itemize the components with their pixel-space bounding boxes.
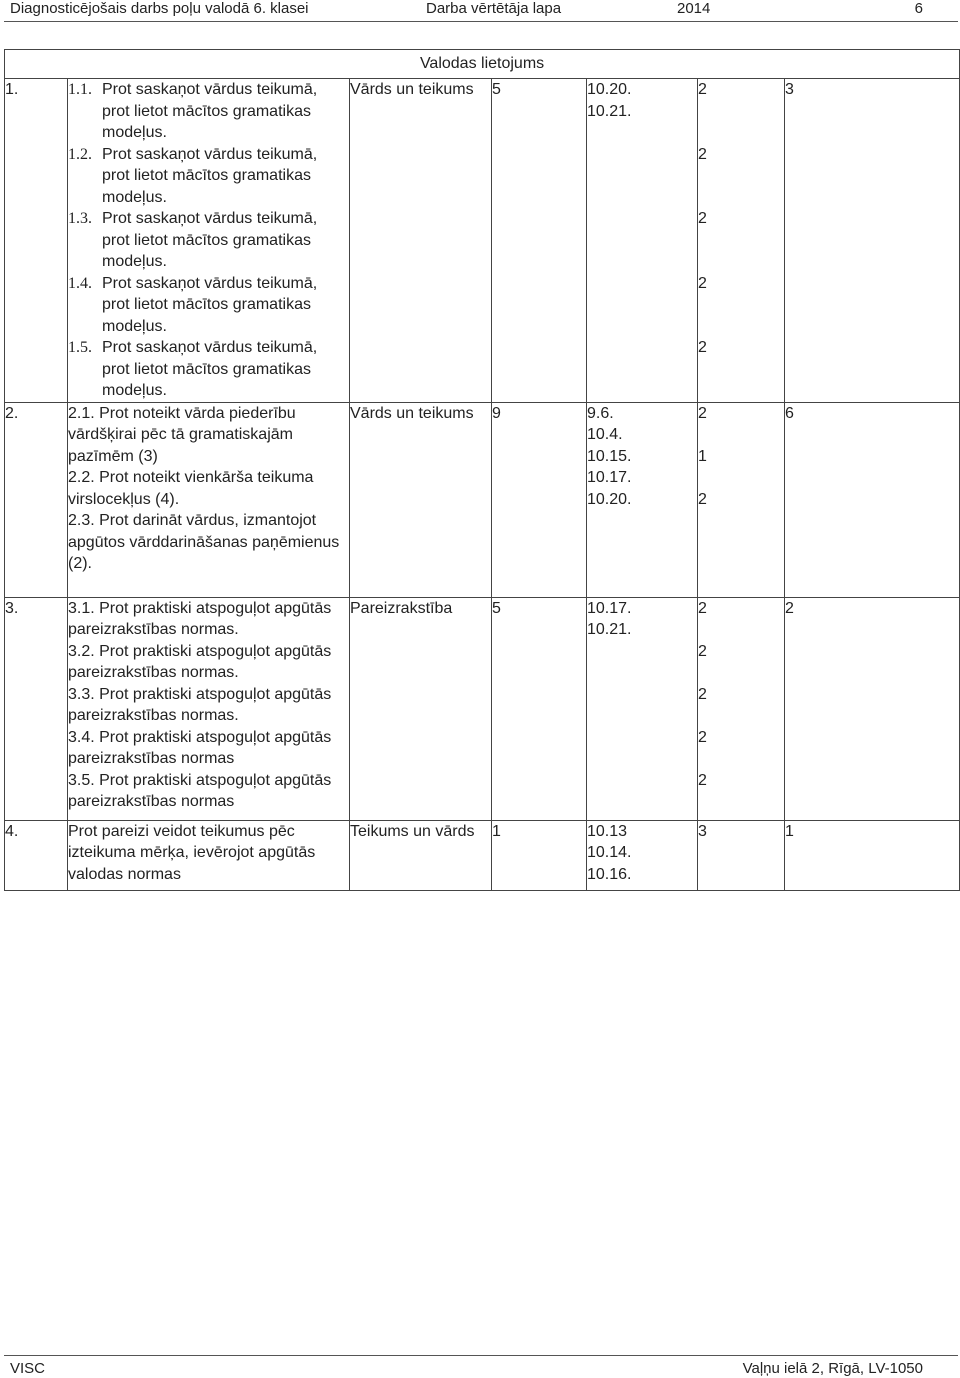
sub-marks	[698, 79, 785, 403]
table-row	[5, 402, 960, 597]
section-header-row	[5, 50, 960, 79]
footer-organization: VISC	[10, 1360, 46, 1377]
sub-mark: 2	[698, 404, 707, 422]
points: 1	[492, 820, 587, 890]
item-number: 1.5.	[68, 339, 92, 356]
row-description	[68, 597, 350, 820]
section-title: Valodas lietojums	[5, 50, 960, 79]
list-item: 3.3. Prot praktiski atspoguļot apgūtās pareizrakstības normas.	[68, 685, 332, 724]
task-number: 10.20.	[587, 490, 632, 508]
list-item: 2.2. Prot noteikt vienkārša teikuma virslocekļus (4).	[68, 469, 314, 508]
table-row	[5, 79, 960, 403]
list-item	[68, 208, 349, 273]
page-footer	[10, 1360, 923, 1378]
task-numbers	[587, 402, 698, 597]
document-subtitle: Darba vērtētāja lapa	[426, 0, 562, 17]
task-number: 9.6.	[587, 404, 614, 422]
sub-marks	[698, 597, 785, 820]
footer-address: Vaļņu ielā 2, Rīgā, LV-1050	[742, 1360, 923, 1377]
sub-mark: 2	[698, 210, 707, 227]
sub-mark: 3	[698, 820, 785, 890]
skill-area: Pareizrakstība	[350, 597, 492, 820]
sub-marks	[698, 402, 785, 597]
list-item: 3.2. Prot praktiski atspoguļot apgūtās pareizrakstības normas.	[68, 642, 332, 681]
row-number: 3.	[5, 597, 68, 820]
task-number: 10.14.	[587, 844, 632, 861]
row-number: 2.	[5, 402, 68, 597]
list-item: 3.1. Prot praktiski atspoguļot apgūtās pareizrakstības normas.	[68, 599, 332, 638]
list-item: 2.3. Prot darināt vārdus, izmantojot apgūtos vārddarināšanas paņēmienus (2).	[68, 512, 340, 572]
item-number: 1.3.	[68, 210, 92, 227]
list-item	[68, 337, 349, 402]
task-number: 10.17.	[587, 469, 632, 486]
page-header	[10, 0, 923, 20]
item-text: Prot saskaņot vārdus teikumā, prot lietot mācītos gramatikas modeļus.	[102, 81, 318, 141]
task-number: 10.13	[587, 822, 628, 840]
row-number: 4.	[5, 820, 68, 890]
skill-area: Vārds un teikums	[350, 402, 492, 597]
total-mark: 1	[785, 820, 960, 890]
points: 9	[492, 402, 587, 597]
sub-mark: 2	[698, 81, 707, 98]
task-numbers	[587, 597, 698, 820]
task-number: 10.4.	[587, 426, 623, 443]
total-mark: 6	[785, 402, 960, 597]
sub-mark: 2	[698, 339, 707, 356]
table-row	[5, 597, 960, 820]
document-title: Diagnosticējošais darbs poļu valodā 6. klasei	[10, 0, 309, 17]
task-number: 10.15.	[587, 447, 632, 465]
footer-divider	[4, 1355, 958, 1356]
sub-mark: 2	[698, 490, 707, 508]
list-item	[68, 273, 349, 338]
table-row	[5, 820, 960, 890]
task-number: 10.16.	[587, 865, 632, 883]
list-item	[68, 144, 349, 209]
task-number: 10.17.	[587, 599, 632, 617]
task-number: 10.20.	[587, 81, 632, 98]
total-mark: 3	[785, 79, 960, 403]
total-mark: 2	[785, 597, 960, 820]
item-text: Prot saskaņot vārdus teikumā, prot lietot mācītos gramatikas modeļus.	[102, 145, 318, 206]
header-divider	[4, 21, 958, 22]
points: 5	[492, 597, 587, 820]
sub-mark: 2	[698, 599, 707, 617]
sub-mark: 2	[698, 685, 707, 703]
document-year: 2014	[677, 0, 711, 17]
item-number: 1.2.	[68, 145, 92, 163]
item-number: 1.1.	[68, 81, 92, 98]
row-description	[68, 402, 350, 597]
task-numbers	[587, 820, 698, 890]
task-number: 10.21.	[587, 621, 632, 638]
task-number: 10.21.	[587, 102, 632, 120]
sub-mark: 2	[698, 274, 707, 292]
row-description	[68, 820, 350, 890]
assessment-table	[4, 49, 960, 891]
skill-area: Teikums un vārds	[350, 820, 492, 890]
row-description	[68, 79, 350, 403]
skill-area: Vārds un teikums	[350, 79, 492, 403]
item-text: Prot saskaņot vārdus teikumā, prot lietot mācītos gramatikas modeļus.	[102, 210, 318, 270]
item-text: Prot saskaņot vārdus teikumā, prot lietot mācītos gramatikas modeļus.	[102, 339, 318, 399]
points: 5	[492, 79, 587, 403]
page-number: 6	[914, 0, 923, 17]
item-text: Prot saskaņot vārdus teikumā, prot lietot mācītos gramatikas modeļus.	[102, 274, 318, 335]
sub-mark: 2	[698, 642, 707, 660]
sub-mark: 1	[698, 447, 707, 465]
sub-mark: 2	[698, 728, 707, 746]
list-item: 3.5. Prot praktiski atspoguļot apgūtās pareizrakstības normas	[68, 771, 332, 810]
sub-mark: 2	[698, 145, 707, 163]
task-numbers	[587, 79, 698, 403]
list-item: 3.4. Prot praktiski atspoguļot apgūtās pareizrakstības normas	[68, 728, 332, 767]
list-item	[68, 79, 349, 144]
list-item: 2.1. Prot noteikt vārda piederību vārdšķirai pēc tā gramatiskajām pazīmēm (3)	[68, 404, 296, 465]
item-number: 1.4.	[68, 274, 92, 292]
sub-mark: 2	[698, 771, 707, 789]
row-number: 1.	[5, 79, 68, 403]
list-item: Prot pareizi veidot teikumus pēc izteikuma mērķa, ievērojot apgūtās valodas normas	[68, 822, 316, 883]
